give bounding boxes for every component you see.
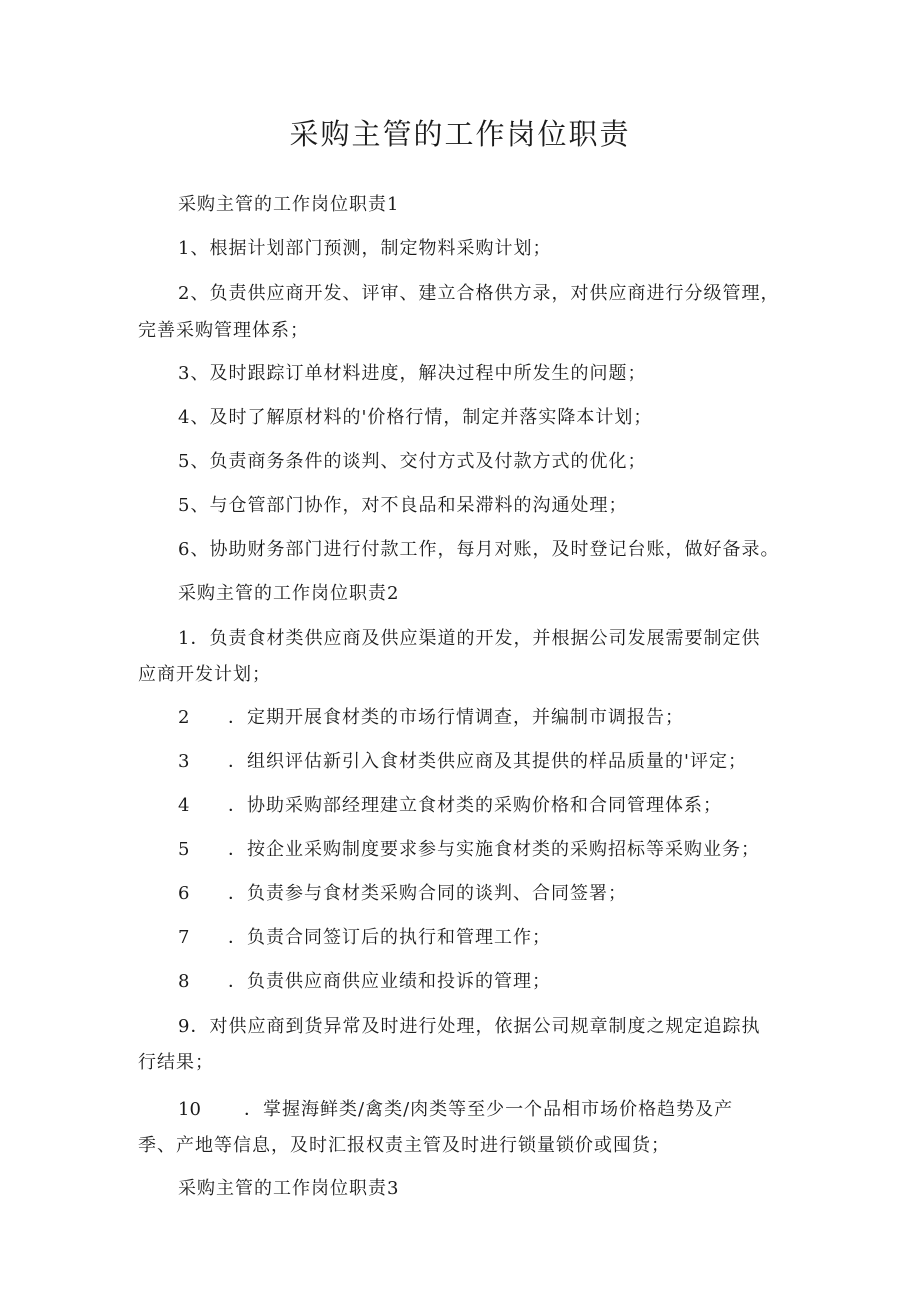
section-2-item-continuation: 季、产地等信息，及时汇报权责主管及时进行锁量锁价或囤货；	[138, 1135, 670, 1156]
section-1-item: 1、根据计划部门预测，制定物料采购计划；	[178, 238, 552, 259]
item-number: 5	[178, 839, 190, 860]
section-1-heading: 采购主管的工作岗位职责1	[178, 194, 400, 215]
section-1-item: 4、及时了解原材料的'价格行情，制定并落实降本计划；	[178, 407, 653, 428]
section-1-item-continuation: 完善采购管理体系；	[138, 320, 309, 341]
section-2-item: ．掌握海鲜类/禽类/肉类等至少一个品相市场价格趋势及产	[244, 1099, 734, 1120]
item-number: 7	[178, 927, 190, 948]
item-number: 4	[178, 795, 190, 816]
section-2-item: ．按企业采购制度要求参与实施食材类的采购招标等采购业务；	[228, 839, 760, 860]
section-1-item: 3、及时跟踪订单材料进度，解决过程中所发生的问题；	[178, 363, 647, 384]
section-2-heading: 采购主管的工作岗位职责2	[178, 583, 400, 604]
section-1-item: 2、负责供应商开发、评审、建立合格供方录，对供应商进行分级管理，	[178, 283, 780, 304]
section-2-item: ．负责合同签订后的执行和管理工作；	[228, 927, 551, 948]
section-2-item-continuation: 应商开发计划；	[138, 664, 271, 685]
section-3-heading: 采购主管的工作岗位职责3	[178, 1178, 400, 1199]
item-number: 2	[178, 707, 190, 728]
section-2-item: ．协助采购部经理建立食材类的采购价格和合同管理体系；	[228, 795, 722, 816]
section-2-item: ．组织评估新引入食材类供应商及其提供的样品质量的'评定；	[228, 751, 747, 772]
item-number: 3	[178, 751, 190, 772]
item-number: 6	[178, 883, 190, 904]
section-2-item: ．定期开展食材类的市场行情调查，并编制市调报告；	[228, 707, 684, 728]
section-1-item: 6、协助财务部门进行付款工作，每月对账，及时登记台账，做好备录。	[178, 539, 780, 560]
item-number: 10	[178, 1099, 201, 1120]
item-number: 8	[178, 971, 190, 992]
section-2-item: 9．对供应商到货异常及时进行处理，依据公司规章制度之规定追踪执	[178, 1016, 761, 1037]
document-title: 采购主管的工作岗位职责	[289, 117, 631, 151]
section-2-item: 1．负责食材类供应商及供应渠道的开发，并根据公司发展需要制定供	[178, 628, 761, 649]
section-2-item-continuation: 行结果；	[138, 1052, 214, 1073]
section-1-item: 5、负责商务条件的谈判、交付方式及付款方式的优化；	[178, 451, 647, 472]
section-1-item: 5、与仓管部门协作，对不良品和呆滞料的沟通处理；	[178, 495, 628, 516]
section-2-item: ．负责参与食材类采购合同的谈判、合同签署；	[228, 883, 627, 904]
section-2-item: ．负责供应商供应业绩和投诉的管理；	[228, 971, 551, 992]
